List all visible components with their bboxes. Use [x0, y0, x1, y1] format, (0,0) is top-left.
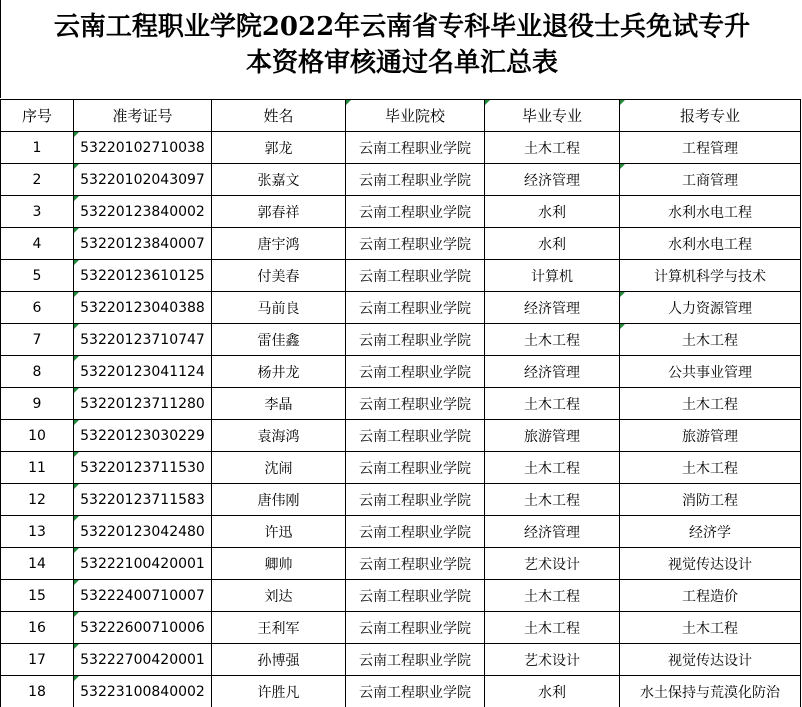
table-row: [1, 516, 801, 548]
cell-graduate-major[interactable]: 旅游管理: [485, 420, 620, 452]
table-row: [1, 164, 801, 196]
cell-name[interactable]: 马前良: [212, 292, 346, 324]
cell-index[interactable]: 16: [1, 612, 74, 644]
table-row: [1, 228, 801, 260]
cell-school[interactable]: 云南工程职业学院: [346, 324, 485, 356]
cell-graduate-major[interactable]: 土木工程: [485, 388, 620, 420]
cell-index[interactable]: 6: [1, 292, 74, 324]
cell-graduate-major[interactable]: 经济管理: [485, 516, 620, 548]
column-header-school[interactable]: 毕业院校: [346, 100, 485, 132]
cell-school[interactable]: 云南工程职业学院: [346, 452, 485, 484]
cell-school[interactable]: 云南工程职业学院: [346, 548, 485, 580]
cell-name[interactable]: 许迅: [212, 516, 346, 548]
cell-applied-major[interactable]: 公共事业管理: [620, 356, 801, 388]
cell-exam-id[interactable]: 53220123610125: [74, 260, 212, 292]
sheet-title-line-2: 本资格审核通过名单汇总表: [245, 48, 558, 78]
cell-exam-id[interactable]: 53223100840002: [74, 676, 212, 707]
cell-name[interactable]: 沈闹: [212, 452, 346, 484]
cell-applied-major[interactable]: 水土保持与荒漠化防治: [620, 676, 801, 707]
cell-school[interactable]: 云南工程职业学院: [346, 356, 485, 388]
cell-graduate-major[interactable]: 土木工程: [485, 324, 620, 356]
cell-applied-major[interactable]: 人力资源管理: [620, 292, 801, 324]
cell-applied-major[interactable]: 消防工程: [620, 484, 801, 516]
cell-name[interactable]: 郭春祥: [212, 196, 346, 228]
cell-index[interactable]: 4: [1, 228, 74, 260]
column-header-exam-id[interactable]: 准考证号: [74, 100, 212, 132]
cell-school[interactable]: 云南工程职业学院: [346, 484, 485, 516]
table-row: [1, 580, 801, 612]
cell-name[interactable]: 卿帅: [212, 548, 346, 580]
cell-exam-id[interactable]: 53220123711530: [74, 452, 212, 484]
table-row: [1, 644, 801, 676]
roster-body: [1, 132, 801, 707]
table-row: [1, 420, 801, 452]
cell-school[interactable]: 云南工程职业学院: [346, 420, 485, 452]
cell-graduate-major[interactable]: 土木工程: [485, 580, 620, 612]
cell-graduate-major[interactable]: 土木工程: [485, 132, 620, 164]
cell-applied-major[interactable]: 土木工程: [620, 388, 801, 420]
cell-school[interactable]: 云南工程职业学院: [346, 388, 485, 420]
cell-index[interactable]: 12: [1, 484, 74, 516]
cell-index[interactable]: 14: [1, 548, 74, 580]
cell-index[interactable]: 10: [1, 420, 74, 452]
cell-exam-id[interactable]: 53220123040388: [74, 292, 212, 324]
cell-school[interactable]: 云南工程职业学院: [346, 580, 485, 612]
cell-applied-major[interactable]: 工程造价: [620, 580, 801, 612]
cell-applied-major[interactable]: 土木工程: [620, 452, 801, 484]
cell-index[interactable]: 8: [1, 356, 74, 388]
cell-school[interactable]: 云南工程职业学院: [346, 132, 485, 164]
cell-graduate-major[interactable]: 经济管理: [485, 292, 620, 324]
cell-exam-id[interactable]: 53220123711583: [74, 484, 212, 516]
sheet-title: [0, 0, 802, 98]
cell-exam-id[interactable]: 53220102043097: [74, 164, 212, 196]
cell-exam-id[interactable]: 53222100420001: [74, 548, 212, 580]
cell-index[interactable]: 7: [1, 324, 74, 356]
header-row: [1, 100, 801, 132]
cell-school[interactable]: 云南工程职业学院: [346, 292, 485, 324]
cell-graduate-major[interactable]: 土木工程: [485, 452, 620, 484]
cell-graduate-major[interactable]: 艺术设计: [485, 548, 620, 580]
cell-exam-id[interactable]: 53220123710747: [74, 324, 212, 356]
table-row: [1, 132, 801, 164]
cell-exam-id[interactable]: 53220123711280: [74, 388, 212, 420]
cell-exam-id[interactable]: 53222400710007: [74, 580, 212, 612]
cell-name[interactable]: 刘达: [212, 580, 346, 612]
table-row: [1, 548, 801, 580]
cell-index[interactable]: 15: [1, 580, 74, 612]
cell-applied-major[interactable]: 计算机科学与技术: [620, 260, 801, 292]
cell-index[interactable]: 2: [1, 164, 74, 196]
cell-graduate-major[interactable]: 水利: [485, 196, 620, 228]
cell-index[interactable]: 17: [1, 644, 74, 676]
table-row: [1, 612, 801, 644]
table-row: [1, 676, 801, 707]
cell-exam-id[interactable]: 53220123840007: [74, 228, 212, 260]
cell-school[interactable]: 云南工程职业学院: [346, 516, 485, 548]
cell-exam-id[interactable]: 53220123030229: [74, 420, 212, 452]
cell-school[interactable]: 云南工程职业学院: [346, 196, 485, 228]
cell-name[interactable]: 张嘉文: [212, 164, 346, 196]
cell-name[interactable]: 孙博强: [212, 644, 346, 676]
cell-name[interactable]: 雷佳鑫: [212, 324, 346, 356]
cell-index[interactable]: 11: [1, 452, 74, 484]
table-row: [1, 324, 801, 356]
cell-name[interactable]: 唐伟刚: [212, 484, 346, 516]
cell-exam-id[interactable]: 53220123840002: [74, 196, 212, 228]
roster-table: [0, 99, 801, 707]
cell-graduate-major[interactable]: 计算机: [485, 260, 620, 292]
cell-index[interactable]: 1: [1, 132, 74, 164]
cell-graduate-major[interactable]: 水利: [485, 228, 620, 260]
table-row: [1, 292, 801, 324]
cell-index[interactable]: 9: [1, 388, 74, 420]
cell-applied-major[interactable]: 视觉传达设计: [620, 644, 801, 676]
cell-school[interactable]: 云南工程职业学院: [346, 164, 485, 196]
column-header-name[interactable]: 姓名: [212, 100, 346, 132]
cell-applied-major[interactable]: 经济学: [620, 516, 801, 548]
cell-exam-id[interactable]: 53220102710038: [74, 132, 212, 164]
cell-exam-id[interactable]: 53220123041124: [74, 356, 212, 388]
column-header-index[interactable]: 序号: [1, 100, 74, 132]
cell-graduate-major[interactable]: 土木工程: [485, 484, 620, 516]
cell-applied-major[interactable]: 工程管理: [620, 132, 801, 164]
cell-name[interactable]: 许胜凡: [212, 676, 346, 707]
cell-applied-major[interactable]: 工商管理: [620, 164, 801, 196]
table-row: [1, 484, 801, 516]
cell-school[interactable]: 云南工程职业学院: [346, 228, 485, 260]
cell-applied-major[interactable]: 土木工程: [620, 324, 801, 356]
cell-name[interactable]: 袁海鸿: [212, 420, 346, 452]
cell-applied-major[interactable]: 水利水电工程: [620, 196, 801, 228]
cell-graduate-major[interactable]: 艺术设计: [485, 644, 620, 676]
cell-index[interactable]: 3: [1, 196, 74, 228]
column-header-applied-major[interactable]: 报考专业: [620, 100, 801, 132]
table-row: [1, 388, 801, 420]
cell-graduate-major[interactable]: 土木工程: [485, 612, 620, 644]
cell-applied-major[interactable]: 水利水电工程: [620, 228, 801, 260]
cell-graduate-major[interactable]: 经济管理: [485, 356, 620, 388]
table-row: [1, 260, 801, 292]
cell-name[interactable]: 杨井龙: [212, 356, 346, 388]
cell-graduate-major[interactable]: 水利: [485, 676, 620, 707]
cell-applied-major[interactable]: 土木工程: [620, 612, 801, 644]
cell-name[interactable]: 郭龙: [212, 132, 346, 164]
cell-exam-id[interactable]: 53220123042480: [74, 516, 212, 548]
cell-name[interactable]: 唐宇鸿: [212, 228, 346, 260]
cell-index[interactable]: 13: [1, 516, 74, 548]
cell-school[interactable]: 云南工程职业学院: [346, 612, 485, 644]
table-row: [1, 196, 801, 228]
cell-applied-major[interactable]: 旅游管理: [620, 420, 801, 452]
cell-school[interactable]: 云南工程职业学院: [346, 260, 485, 292]
cell-name[interactable]: 付美春: [212, 260, 346, 292]
sheet-title-line-1: 云南工程职业学院2022年云南省专科毕业退役士兵免试专升: [53, 12, 751, 42]
cell-applied-major[interactable]: 视觉传达设计: [620, 548, 801, 580]
cell-name[interactable]: 王利军: [212, 612, 346, 644]
table-row: [1, 452, 801, 484]
cell-school[interactable]: 云南工程职业学院: [346, 644, 485, 676]
cell-school[interactable]: 云南工程职业学院: [346, 676, 485, 707]
cell-exam-id[interactable]: 53222600710006: [74, 612, 212, 644]
cell-index[interactable]: 18: [1, 676, 74, 707]
cell-exam-id[interactable]: 53222700420001: [74, 644, 212, 676]
cell-index[interactable]: 5: [1, 260, 74, 292]
table-row: [1, 356, 801, 388]
cell-graduate-major[interactable]: 经济管理: [485, 164, 620, 196]
column-header-graduate-major[interactable]: 毕业专业: [485, 100, 620, 132]
cell-name[interactable]: 李晶: [212, 388, 346, 420]
